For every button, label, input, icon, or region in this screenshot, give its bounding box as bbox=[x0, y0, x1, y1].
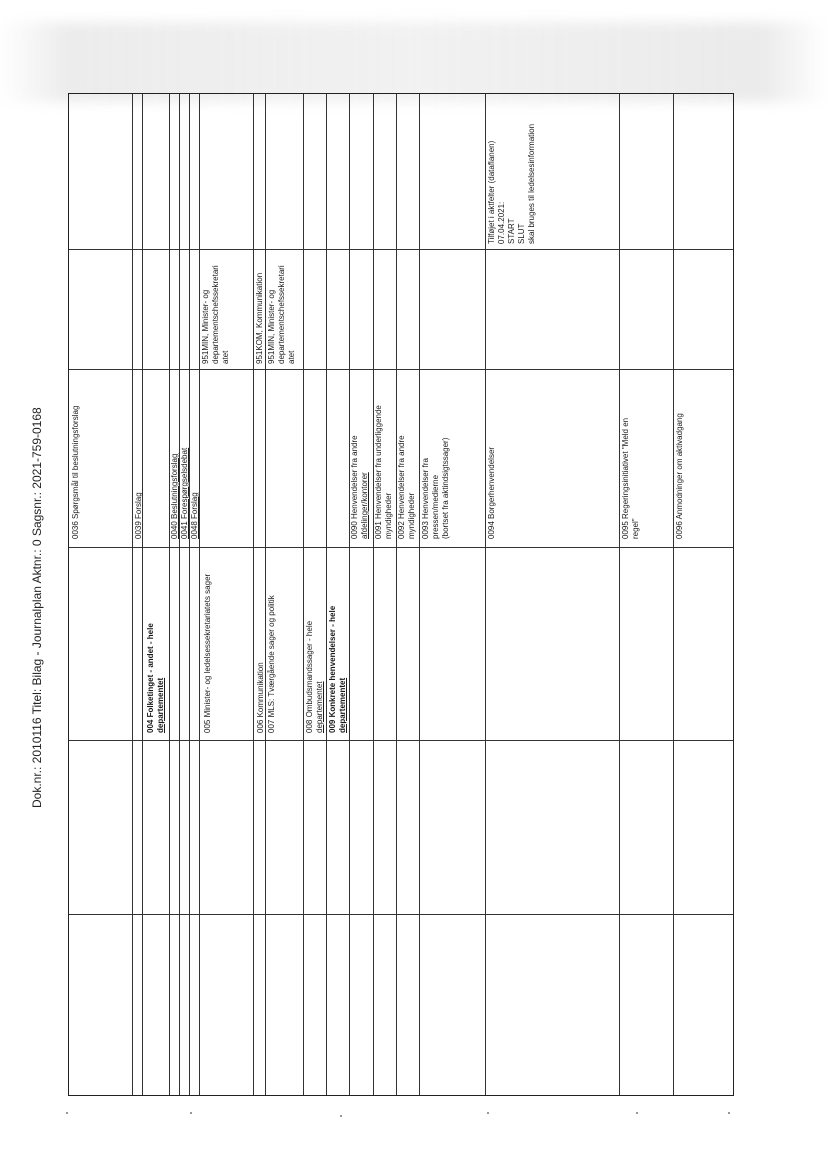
row-divider bbox=[253, 94, 254, 1095]
entry-0092-line1: 0092 Henvendelser fra andre bbox=[397, 435, 406, 539]
row-divider bbox=[189, 94, 190, 1095]
unit-951min-line3: atet bbox=[221, 350, 230, 364]
row-divider bbox=[673, 94, 674, 1095]
row-divider bbox=[349, 94, 350, 1095]
entry-0095-line1: 0095 Regeringsinitiativet "Meld en bbox=[621, 417, 630, 539]
scan-speck bbox=[636, 1112, 638, 1114]
row-divider bbox=[142, 94, 143, 1095]
note-line4: SLUT bbox=[517, 223, 526, 244]
entry-0095-line2: regel" bbox=[631, 518, 640, 539]
entry-0040: 0040 Beslutningsforslag bbox=[170, 453, 179, 539]
row-divider bbox=[485, 94, 486, 1095]
row-divider bbox=[169, 94, 170, 1095]
entry-004-line2: departementet bbox=[156, 677, 165, 733]
document-header: Dok.nr.: 2010116 Titel: Bilag - Journalplan Aktnr.: 0 Sagsnr.: 2021-759-0168 bbox=[30, 407, 44, 808]
entry-004-line1: 004 Folketinget - andet - hele bbox=[146, 623, 155, 733]
entry-0091-line2: myndigheder bbox=[384, 492, 393, 539]
note-line5: skal bruges til ledelsesinformation bbox=[527, 123, 536, 244]
entry-0093-line1: 0093 Henvendelser fra bbox=[421, 458, 430, 539]
entry-0094: 0094 Borgerhenvendelser bbox=[487, 446, 496, 539]
scan-speck bbox=[340, 1115, 342, 1117]
note-line2: 07.04.2021: bbox=[497, 201, 506, 244]
row-divider bbox=[132, 94, 133, 1095]
entry-007: 007 MLS: Tværgående sager og politik bbox=[267, 595, 276, 733]
entry-0091-line1: 0091 Henvendelser fra underliggende bbox=[374, 405, 383, 539]
entry-008-line1: 008 Ombudsmandssager - hele bbox=[305, 620, 314, 733]
entry-0039: 0039 Forslag bbox=[134, 492, 143, 539]
note-line3: START bbox=[507, 218, 516, 244]
note-line1: Tilføjet i aktfelter (dataflanen) bbox=[487, 140, 496, 244]
column-divider bbox=[69, 249, 733, 250]
column-divider bbox=[69, 740, 733, 741]
unit-951min-line2: departementschefssekretari bbox=[211, 265, 220, 364]
entry-0036: 0036 Spørgsmål til beslutningsforslag bbox=[71, 405, 80, 539]
unit-951min-b-line3: atet bbox=[287, 350, 296, 364]
scan-speck bbox=[728, 1112, 730, 1114]
unit-951min-b-line2: departementschefssekretari bbox=[277, 265, 286, 364]
entry-0096: 0096 Anmodninger om aktivadgang bbox=[675, 413, 684, 539]
row-divider bbox=[199, 94, 200, 1095]
entry-009-line2: departementet bbox=[338, 677, 347, 733]
scan-speck bbox=[190, 1112, 192, 1114]
entry-006: 006 Kommunikation bbox=[256, 662, 265, 733]
row-divider bbox=[303, 94, 304, 1095]
entry-0041: 0041 Forespørgselsdebat bbox=[180, 447, 189, 539]
column-divider bbox=[69, 547, 733, 548]
row-divider bbox=[419, 94, 420, 1095]
scan-speck bbox=[66, 1112, 68, 1114]
entry-0093-line3: (bortset fra aktindsigtssager) bbox=[441, 437, 450, 539]
entry-008-line2: departementet bbox=[315, 681, 324, 733]
entry-005: 005 Minister- og ledelsessekretariatets sager bbox=[203, 573, 212, 733]
entry-009-line1: 009 Konkrete henvendelser - hele bbox=[328, 605, 337, 733]
entry-0092-line2: myndigheder bbox=[407, 492, 416, 539]
column-divider bbox=[69, 914, 733, 915]
row-divider bbox=[326, 94, 327, 1095]
unit-951min-line1: 951MIN, Minister- og bbox=[201, 289, 210, 364]
row-divider bbox=[265, 94, 266, 1095]
row-divider bbox=[179, 94, 180, 1095]
scan-speck bbox=[487, 1112, 489, 1114]
column-divider bbox=[69, 369, 733, 370]
journal-plan-table bbox=[68, 93, 734, 1096]
unit-951min-b-line1: 951MIN, Minister- og bbox=[267, 289, 276, 364]
row-divider bbox=[373, 94, 374, 1095]
unit-951kom: 951KOM, Kommunikation bbox=[255, 272, 264, 364]
row-divider bbox=[619, 94, 620, 1095]
entry-0093-line2: pressen/medierne bbox=[431, 474, 440, 539]
row-divider bbox=[396, 94, 397, 1095]
entry-0048: 0048 Forslag bbox=[190, 492, 199, 539]
entry-0090-line1: 0090 Henvendelser fra andre bbox=[350, 435, 359, 539]
entry-0090-line2: afdelinger/kontorer bbox=[360, 472, 369, 539]
scan-smudge bbox=[0, 22, 828, 102]
